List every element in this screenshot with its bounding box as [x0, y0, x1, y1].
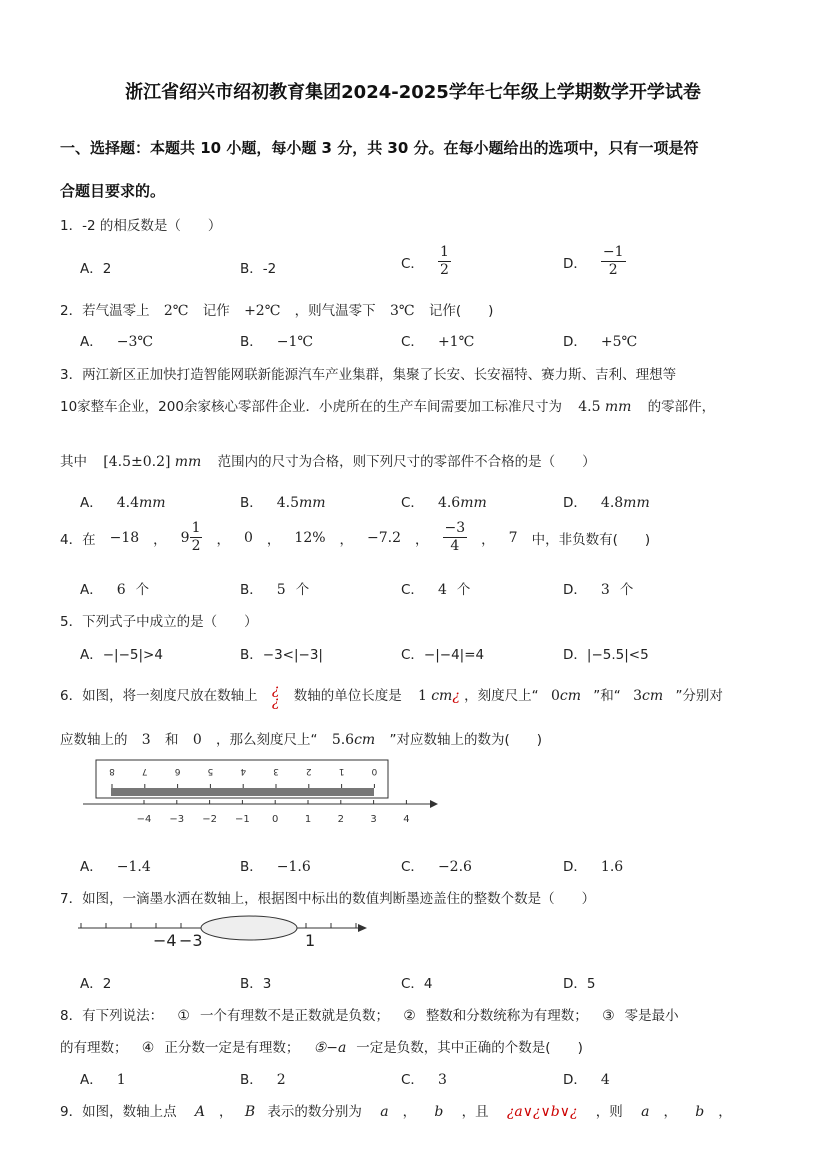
- q8-option-b: B． 2: [240, 1072, 286, 1088]
- q2-value-2: +2℃: [244, 303, 281, 319]
- axis-tick-label: −2: [202, 814, 217, 825]
- q1-option-d: [563, 244, 626, 279]
- q6-option-c: C． −2.6: [401, 859, 472, 875]
- q2-option-b: B． −1℃: [240, 334, 314, 350]
- q7-label-1: 1: [305, 931, 316, 950]
- q7-option-c: C．4: [401, 976, 433, 992]
- axis-tick-label: −4: [136, 814, 152, 825]
- ink-blot: [201, 916, 297, 940]
- q2-value-3: 3℃: [389, 303, 415, 319]
- q6-ruler-figure: [78, 758, 448, 828]
- q7-stem: 7．如图，一滴墨水洒在数轴上，根据图中标出的数值判断墨迹盖住的整数个数是（ ）: [60, 891, 596, 907]
- q3-option-a: A． 4.4mm: [80, 495, 166, 511]
- axis-tick-label: 2: [337, 814, 344, 825]
- ruler-tick-label: 2: [305, 766, 312, 776]
- axis-tick-label: 3: [370, 814, 377, 825]
- q7-label-neg4: −4: [153, 931, 177, 950]
- q1-option-c-fraction: $\frac{1}{2}$: [439, 244, 449, 278]
- q1-option-d-fraction: $\frac{-1}{2}$: [602, 244, 624, 278]
- ruler-bar: [111, 788, 374, 796]
- q3-option-c: C． 4.6mm: [401, 495, 487, 511]
- ruler-tick-label: 7: [141, 766, 148, 776]
- q6-stem-line1: 6．如图，将一刻度尺放在数轴上 ¿ ¿ 数轴的单位长度是 1 cm¿ ，刻度尺上“ 0cm ”和“ 3cm ”分别对: [60, 682, 723, 710]
- q4-option-b: B． 5 个: [240, 582, 310, 598]
- q8-option-c: C． 3: [401, 1072, 447, 1088]
- q7-option-b: B．3: [240, 976, 272, 992]
- section-heading-line2: 合题目要求的。: [60, 182, 166, 200]
- axis-tick-label: 0: [272, 814, 279, 825]
- q3-stem-line1: 3．两江新区正加快打造智能网联新能源汽车产业集群，集聚了长安、长安福特、赛力斯、吉利、理想等: [60, 367, 677, 383]
- number-axis-arrow: [430, 800, 438, 808]
- q5-option-d: D．|−5.5|<5: [563, 647, 649, 663]
- q1-option-c-label: C．: [401, 255, 424, 272]
- q5-option-b: B．−3<|−3|: [240, 647, 323, 663]
- q7-axis-arrow: [358, 924, 367, 932]
- exam-title: 浙江省绍兴市绍初教育集团2024-2025学年七年级上学期数学开学试卷: [125, 82, 701, 103]
- q1-stem: 1．-2 的相反数是（ ）: [60, 218, 222, 234]
- q6-option-d: D． 1.6: [563, 859, 624, 875]
- q7-option-d: D．5: [563, 976, 596, 992]
- q6-option-a: A． −1.4: [80, 859, 151, 875]
- q6-stem-line2: 应数轴上的 3 和 0 ，那么刻度尺上“ 5.6cm ”对应数轴上的数为( ): [60, 732, 543, 748]
- q7-label-neg3: −3: [179, 931, 203, 950]
- axis-tick-label: 4: [403, 814, 410, 825]
- q2-option-a: A． −3℃: [80, 334, 154, 350]
- q4-option-d: D． 3 个: [563, 582, 634, 598]
- q4-option-c: C． 4 个: [401, 582, 471, 598]
- q2-value-1: 2℃: [163, 303, 189, 319]
- q9-stem: 9．如图，数轴上点 A ， B 表示的数分别为 a ， b ，且 ¿a∨¿∨b∨¿ ，则 a ， b ，: [60, 1104, 732, 1120]
- section-heading-line1: 一、选择题：本题共 10 小题，每小题 3 分，共 30 分。在每小题给出的选项中，只有一项是符: [60, 139, 699, 157]
- q5-option-a: A．−|−5|>4: [80, 647, 163, 663]
- q8-option-d: D． 4: [563, 1072, 610, 1088]
- axis-tick-label: 1: [304, 814, 312, 825]
- q4-stem: 4．在 −18 ， 9 $\frac{1}{2}$ ， 0 ， 12% ， −7.2 ， $\frac{-3}{4}$ ， 7 中，非负数有( ): [60, 520, 651, 554]
- q7-option-a: A．2: [80, 976, 112, 992]
- q8-stem-line2: 的有理数； ④ 正分数一定是有理数； ⑤−a 一定是负数，其中正确的个数是( ): [60, 1040, 583, 1056]
- q2-option-c: C． +1℃: [401, 334, 475, 350]
- q2-stem: 2．若气温零上 2℃ 记作 +2℃ ，则气温零下 3℃ 记作( ): [60, 303, 494, 319]
- q1-option-b: B．-2: [240, 261, 277, 277]
- ruler-tick-label: 1: [338, 766, 345, 776]
- ruler-tick-label: 6: [174, 766, 181, 776]
- q8-stem-line1: 8．有下列说法： ① 一个有理数不是正数就是负数； ② 整数和分数统称为有理数； ③ 零是最小: [60, 1008, 679, 1024]
- ruler-tick-label: 4: [240, 766, 247, 776]
- q5-stem: 5．下列式子中成立的是（ ）: [60, 614, 258, 630]
- q6-option-b: B． −1.6: [240, 859, 311, 875]
- q1-option-d-label: D．: [563, 255, 587, 272]
- ruler-tick-label: 3: [273, 766, 279, 776]
- q3-option-b: B． 4.5mm: [240, 495, 326, 511]
- q4-option-a: A． 6 个: [80, 582, 150, 598]
- q5-option-c: C．−|−4|=4: [401, 647, 485, 663]
- q3-stem-line2: 10家整车企业，200余家核心零部件企业．小虎所在的生产车间需要加工标准尺寸为 4.5 mm 的零部件，: [60, 399, 716, 415]
- axis-tick-label: −1: [235, 814, 250, 825]
- q3-option-d: D． 4.8mm: [563, 495, 650, 511]
- ruler-tick-label: 5: [207, 766, 214, 776]
- q2-option-d: D． +5℃: [563, 334, 638, 350]
- q3-stem-line3: 其中 [4.5±0.2] mm 范围内的尺寸为合格，则下列尺寸的零部件不合格的是（ ）: [60, 454, 596, 470]
- axis-tick-label: −3: [169, 814, 185, 825]
- q7-ink-figure: [75, 910, 375, 950]
- q1-option-a: A．2: [80, 261, 112, 277]
- ruler-tick-label: 8: [109, 766, 115, 776]
- q8-option-a: A． 1: [80, 1072, 126, 1088]
- ruler-tick-label: 0: [371, 766, 378, 776]
- q1-option-c: [401, 244, 451, 279]
